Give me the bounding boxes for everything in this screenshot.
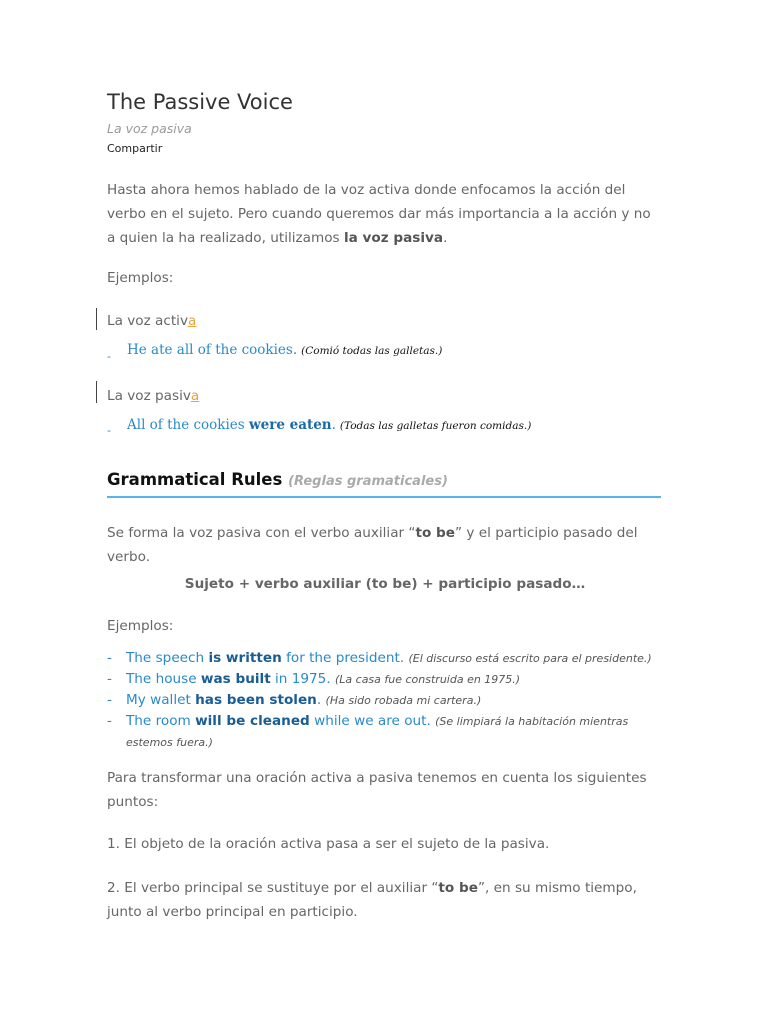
examples-list	[107, 648, 663, 753]
passive-translation: (Todas las galletas fueron comidas.)	[339, 420, 532, 432]
list-item-text-end: .	[316, 692, 322, 708]
point2-text-end: ”, en su mismo tiempo, junto al verbo principal en participio.	[107, 880, 637, 920]
list-item-text: The speech	[126, 650, 209, 666]
text-cursor	[96, 381, 97, 403]
list-item-text-end: in 1975.	[270, 671, 331, 687]
list-item: - My wallet has been stolen. (Ha sido robada mi cartera.)	[107, 692, 482, 708]
passive-label-highlight: a	[190, 388, 200, 404]
passive-sentence-a: All of the cookies	[127, 417, 250, 433]
section-heading	[107, 470, 448, 489]
list-item-bold: has been stolen	[195, 692, 317, 708]
transform-intro: Para transformar una oración activa a pasiva tenemos en cuenta los siguientes puntos:	[107, 770, 647, 810]
list-item: - The room will be cleaned while we are out. (Se limpiará la habitación mientras estemos fuera.)	[107, 713, 629, 749]
list-item-translation: (El discurso está escrito para el presidente.)	[408, 652, 652, 665]
intro-paragraph	[107, 178, 663, 250]
active-sentence: He ate all of the cookies.	[127, 342, 298, 358]
list-item: - The speech is written for the president. (El discurso está escrito para el presidente.)	[107, 650, 652, 666]
section-heading-text: Grammatical Rules	[107, 470, 283, 489]
intro-bold: la voz pasiva	[343, 230, 444, 246]
list-item-text-end: while we are out.	[309, 713, 431, 729]
list-item-text: The room	[126, 713, 196, 729]
list-item-translation: (Se limpiará la habitación mientras estemos fuera.)	[126, 715, 629, 749]
transform-point-2	[107, 876, 663, 924]
text-cursor	[96, 308, 97, 330]
active-label-highlight: a	[188, 313, 197, 329]
share-link[interactable]: Compartir	[107, 142, 163, 155]
active-label-text: La voz activ	[107, 313, 188, 329]
active-translation: (Comió todas las galletas.)	[301, 345, 443, 357]
heading-underline	[107, 496, 661, 498]
passive-sentence-b: .	[331, 417, 336, 433]
intro-text: Hasta ahora hemos hablado de la voz activa donde enfocamos la acción del verbo en el sujeto. Pero cuando queremos dar más importancia a la acción y no a quien la ha realizado, utilizamos	[107, 182, 651, 246]
passive-label-text: La voz pasiv	[107, 388, 191, 404]
examples-label: Ejemplos:	[107, 270, 174, 286]
bullet-marker: -	[107, 424, 111, 437]
page-subtitle: La voz pasiva	[107, 121, 192, 136]
list-item-bold: was built	[200, 671, 271, 687]
formula-line: Sujeto + verbo auxiliar (to be) + participio pasado…	[184, 576, 586, 592]
list-item-text: The house	[126, 671, 201, 687]
passive-sentence-bold: were eaten	[249, 417, 332, 433]
rules-text: Se forma la voz pasiva con el verbo auxiliar “	[107, 525, 416, 541]
page-title: The Passive Voice	[107, 90, 293, 114]
list-item: - The house was built in 1975. (La casa fue construida en 1975.)	[107, 671, 521, 687]
list-item-text: My wallet	[126, 692, 196, 708]
list-item-translation: (Ha sido robada mi cartera.)	[325, 694, 482, 707]
list-item-bold: is written	[208, 650, 282, 666]
examples-label-2: Ejemplos:	[107, 618, 174, 634]
passive-voice-label	[107, 388, 199, 404]
active-voice-label	[107, 313, 196, 329]
bullet-marker: -	[107, 350, 111, 363]
transform-point-1: 1. El objeto de la oración activa pasa a ser el sujeto de la pasiva.	[107, 836, 550, 852]
intro-text-end: .	[443, 230, 448, 246]
point2-text: 2. El verbo principal se sustituye por el auxiliar “	[107, 880, 439, 896]
passive-example	[127, 417, 531, 433]
rules-text-end: ” y el participio pasado del verbo.	[107, 525, 638, 565]
list-item-text-end: for the president.	[281, 650, 405, 666]
rules-paragraph	[107, 521, 663, 569]
section-heading-translation: (Reglas gramaticales)	[288, 474, 448, 489]
list-item-bold: will be cleaned	[195, 713, 310, 729]
list-item-translation: (La casa fue construida en 1975.)	[334, 673, 521, 686]
point2-bold: to be	[438, 880, 478, 896]
rules-bold: to be	[415, 525, 456, 541]
active-example	[127, 342, 442, 358]
